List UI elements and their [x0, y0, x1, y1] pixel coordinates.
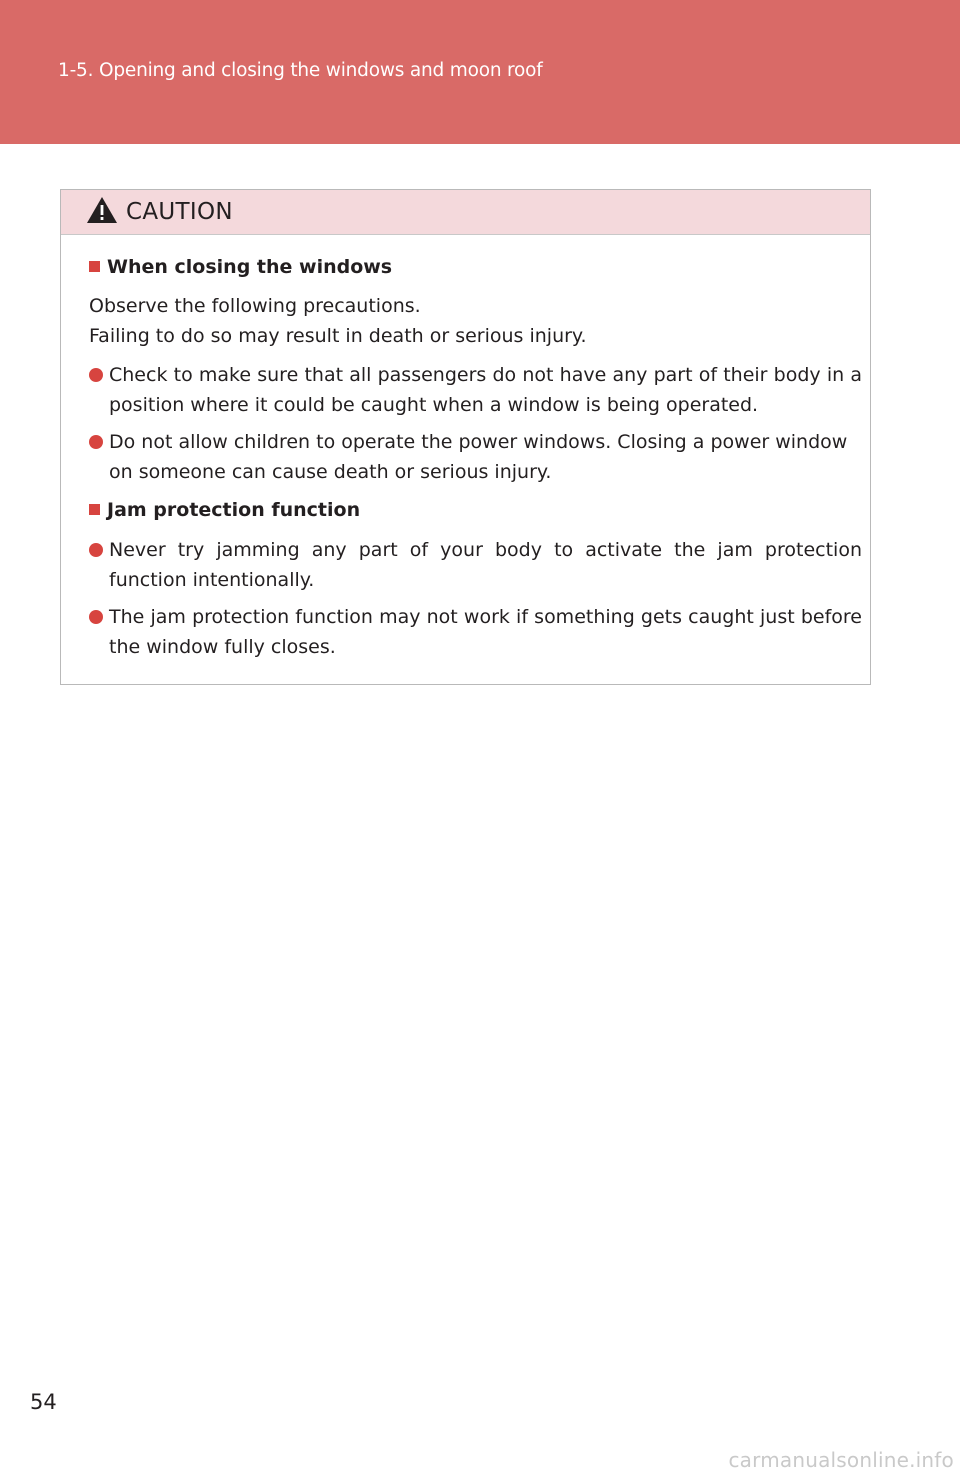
- caution-box: [60, 189, 871, 685]
- warning-triangle-icon: [86, 196, 118, 224]
- list-item-text: Never try jamming any part of your body to activate the jam protection function intentionally.: [109, 539, 862, 591]
- round-bullet-icon: [89, 610, 103, 624]
- intro-line: Failing to do so may result in death or serious injury.: [89, 325, 587, 347]
- watermark: carmanualsonline.info: [728, 1448, 954, 1472]
- list-item: [89, 535, 862, 595]
- list-item: [89, 360, 862, 420]
- round-bullet-icon: [89, 368, 103, 382]
- square-bullet-icon: [89, 504, 100, 515]
- section-title: 1-5. Opening and closing the windows and moon roof: [58, 60, 543, 81]
- list-item-text: The jam protection function may not work if something gets caught just before the window fully closes.: [109, 606, 862, 658]
- intro-text: [89, 291, 587, 351]
- section-heading: [89, 499, 360, 521]
- caution-label: CAUTION: [126, 199, 233, 225]
- caution-header: [61, 190, 870, 235]
- round-bullet-icon: [89, 435, 103, 449]
- page-number: 54: [30, 1390, 57, 1414]
- list-item-text: Do not allow children to operate the power windows. Closing a power window on someone can cause death or serious injury.: [109, 431, 848, 483]
- section-heading: [89, 256, 392, 278]
- header-band: [0, 0, 960, 144]
- list-item: [89, 602, 862, 662]
- list-item: [89, 427, 862, 487]
- intro-line: Observe the following precautions.: [89, 295, 421, 317]
- list-item-text: Check to make sure that all passengers do not have any part of their body in a position where it could be caught when a window is being operated.: [109, 364, 862, 416]
- section-heading-text: When closing the windows: [107, 256, 393, 278]
- section-heading-text: Jam protection function: [107, 499, 361, 521]
- round-bullet-icon: [89, 543, 103, 557]
- square-bullet-icon: [89, 261, 100, 272]
